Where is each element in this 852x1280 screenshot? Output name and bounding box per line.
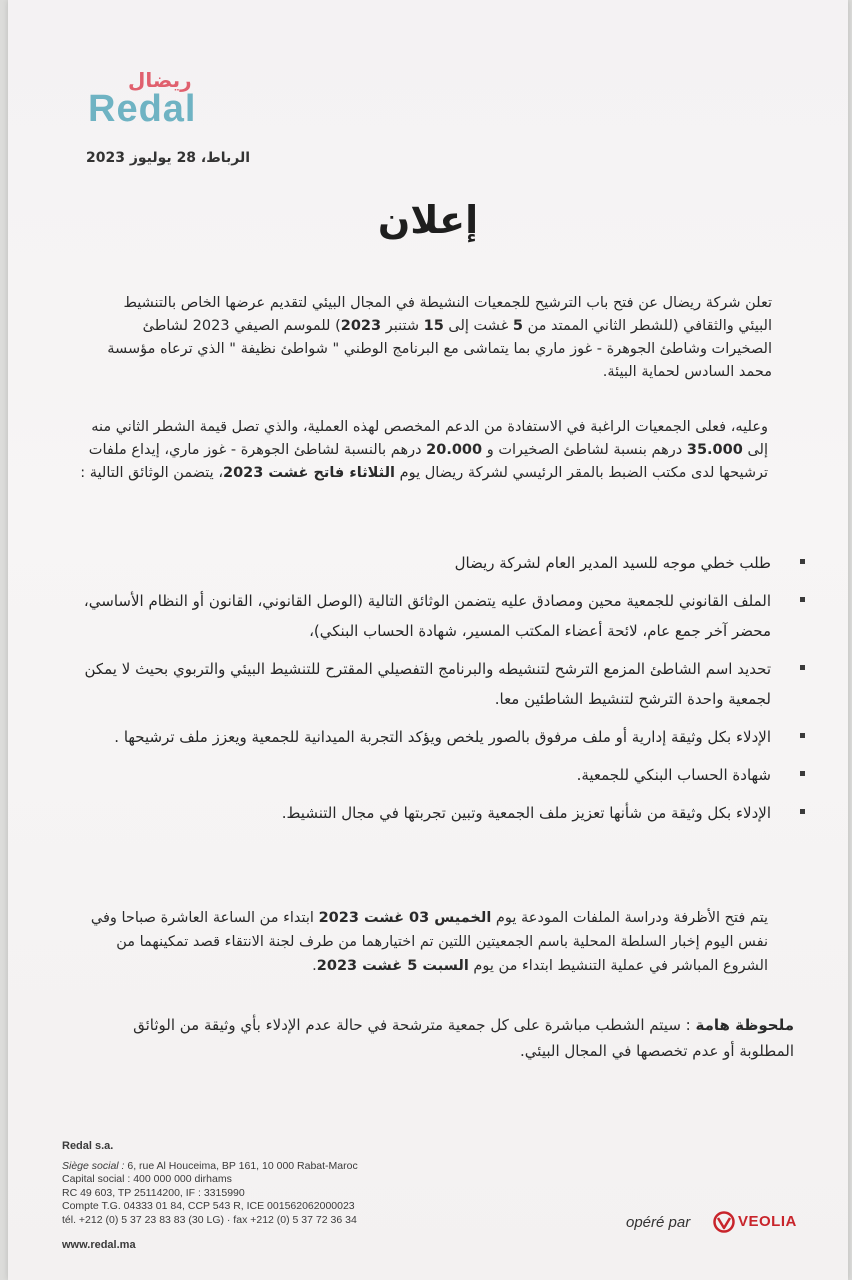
list-item: طلب خطي موجه للسيد المدير العام لشركة ريضال	[72, 548, 807, 578]
logo-latin-text: Redal	[88, 88, 197, 130]
note-label: ملحوظة هامة	[695, 1016, 794, 1034]
bullet-icon	[800, 733, 805, 738]
list-item: الإدلاء بكل وثيقة إدارية أو ملف مرفوق بالصور يلخص ويؤكد التجربة الميدانية للجمعية ويعزز ملف ترشيحها .	[72, 722, 807, 752]
list-item: الإدلاء بكل وثيقة من شأنها تعزيز ملف الجمعية وتبين تجربتها في مجال التنشيط.	[72, 798, 807, 828]
redal-logo	[88, 68, 233, 130]
important-note	[74, 1012, 794, 1064]
operated-by-text: opéré par	[626, 1214, 691, 1231]
paragraph-requirements: وعليه، فعلى الجمعيات الراغبة في الاستفادة من الدعم المخصص لهذه العملية، والذي تصل قيمة الشطر الثاني منه إلى 35.000 درهم بنسبة لشاطئ الصخيرات و 20.000 درهم بالنسبة لشاطئ الجوهرة - غوز ماري، إيداع ملفات ترشيحها لدى مكتب الضبط بالمقر الرئيسي لشركة ريضال يوم الثلاثاء فاتح غشت 2023، يتضمن الوثائق التالية :	[80, 419, 768, 481]
logo-arabic-text: ريضال	[128, 68, 192, 92]
document-page	[8, 0, 848, 1280]
veolia-logo-icon	[712, 1210, 736, 1234]
document-title: إعلان	[377, 198, 479, 242]
documents-list	[72, 548, 807, 836]
footer-company-info	[62, 1140, 462, 1253]
veolia-text: VEOLIA	[738, 1213, 797, 1230]
paragraph-intro: تعلن شركة ريضال عن فتح باب الترشيح للجمعيات النشيطة في المجال البيئي لتقديم عرضها الخاص بالتنشيط البيئي والثقافي (للشطر الثاني الممتد من 5 غشت إلى 15 شتنبر 2023) للموسم الصيفي 2023 لشاطئ الصخيرات وشاطئ الجوهرة - غوز ماري بما يتماشى مع البرنامج الوطني " شواطئ نظيفة " الذي ترعاه مؤسسة محمد السادس لحماية البيئة.	[107, 295, 772, 380]
document-date: الرباط، 28 يوليوز 2023	[86, 150, 251, 166]
paragraph-opening: يتم فتح الأظرفة ودراسة الملفات المودعة يوم الخميس 03 غشت 2023 ابتداء من الساعة العاشرة صباحا وفي نفس اليوم إخبار السلطة المحلية باسم الجمعيتين اللتين تم اختيارهما من طرف لجنة الانتقاء قصد تمكينهما من الشروع المباشر في عملية التنشيط ابتداء من يوم السبت 5 غشت 2023.	[90, 910, 768, 974]
bullet-icon	[800, 597, 805, 602]
footer-siege: Siège social : 6, rue Al Houceima, BP 161, 10 000 Rabat-Maroc	[62, 1159, 358, 1172]
footer-compte: Compte T.G. 04333 01 84, CCP 543 R, ICE 001562062000023	[62, 1200, 355, 1212]
footer-website: www.redal.ma	[62, 1239, 136, 1251]
footer-company-name: Redal s.a.	[62, 1140, 114, 1152]
footer-tel: tél. +212 (0) 5 37 23 83 83 (30 LG) · fax +212 (0) 5 37 72 36 34	[62, 1213, 357, 1226]
bullet-icon	[800, 665, 805, 670]
list-item: الملف القانوني للجمعية محين ومصادق عليه يتضمن الوثائق التالية (الوصل القانوني، القانون أو النظام الأساسي، محضر آخر جمع عام، لائحة أعضاء المكتب المسير، شهادة الحساب البنكي)،	[72, 586, 807, 646]
bullet-icon	[800, 559, 805, 564]
bullet-icon	[800, 809, 805, 814]
footer-capital: Capital social : 400 000 000 dirhams	[62, 1173, 232, 1185]
operated-by-veolia	[626, 1208, 826, 1238]
list-item: شهادة الحساب البنكي للجمعية.	[72, 760, 807, 790]
bullet-icon	[800, 771, 805, 776]
list-item: تحديد اسم الشاطئ المزمع الترشح لتنشيطه والبرنامج التفصيلي المقترح للتنشيط البيئي والتربوي بحيث لا يمكن لجمعية واحدة الترشح لتنشيط الشاطئين معا.	[72, 654, 807, 714]
footer-rc: RC 49 603, TP 25114200, IF : 3315990	[62, 1186, 245, 1199]
note-text: : سيتم الشطب مباشرة على كل جمعية مترشحة في حالة عدم الإدلاء بأي وثيقة من الوثائق المطلوبة أو عدم تخصصها في المجال البيئي.	[133, 1016, 794, 1060]
